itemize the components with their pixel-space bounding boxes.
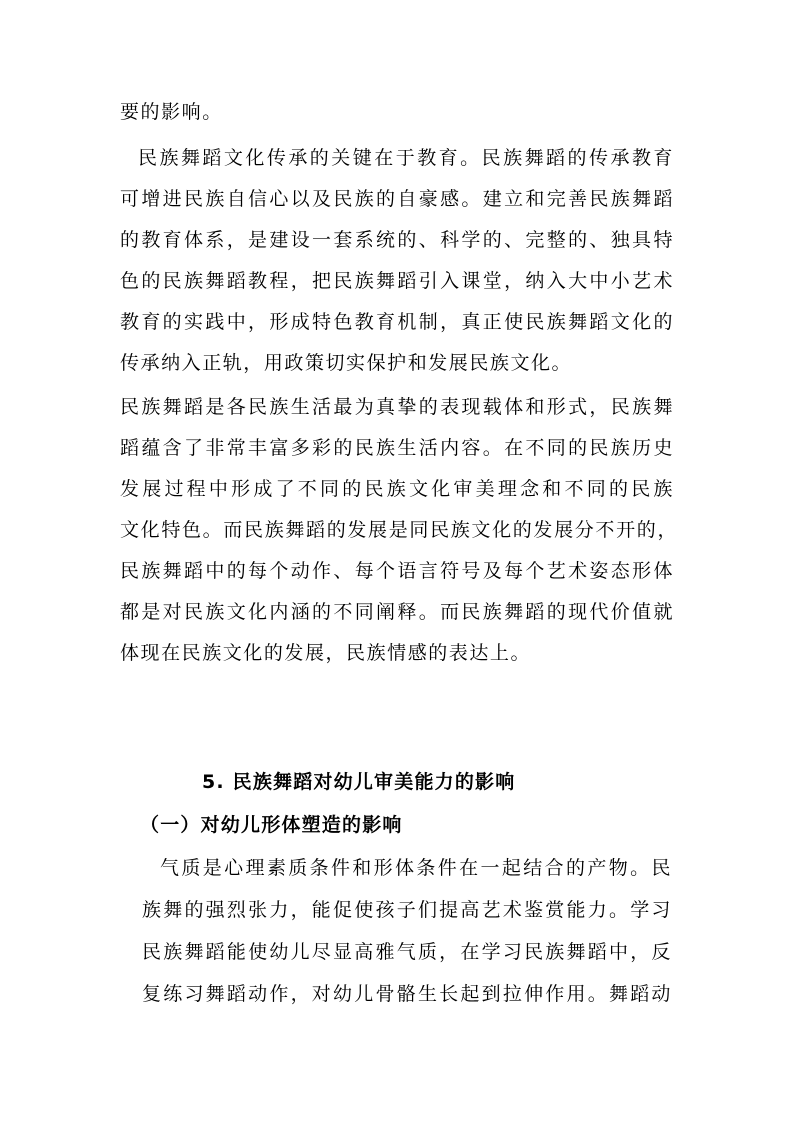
subsection-heading: （一）对幼儿形体塑造的影响	[140, 814, 403, 836]
paragraph-2-line-4: 色的民族舞蹈教程，把民族舞蹈引入课堂，纳入大中小艺术	[120, 270, 674, 292]
paragraph-4-line-1: 气质是心理素质条件和形体条件在一起结合的产物。民	[160, 857, 672, 879]
paragraph-3-line-6: 都是对民族文化内涵的不同阐释。而民族舞蹈的现代价值就	[120, 601, 674, 623]
paragraph-2-line-3: 的教育体系，是建设一套系统的、科学的、完整的、独具特	[120, 229, 674, 251]
paragraph-4-line-4: 复练习舞蹈动作，对幼儿骨骼生长起到拉伸作用。舞蹈动	[142, 983, 672, 1005]
paragraph-2-line-2: 可增进民族自信心以及民族的自豪感。建立和完善民族舞蹈	[120, 188, 674, 210]
paragraph-continuation-line: 要的影响。	[120, 101, 223, 123]
paragraph-3-line-1: 民族舞蹈是各民族生活最为真挚的表现载体和形式，民族舞	[120, 396, 674, 418]
section-heading: 5. 民族舞蹈对幼儿审美能力的影响	[202, 771, 516, 793]
paragraph-4-line-3: 民族舞蹈能使幼儿尽显高雅气质，在学习民族舞蹈中，反	[142, 941, 672, 963]
paragraph-3-line-5: 民族舞蹈中的每个动作、每个语言符号及每个艺术姿态形体	[120, 560, 674, 582]
paragraph-3-line-7: 体现在民族文化的发展，民族情感的表达上。	[120, 642, 532, 664]
paragraph-4-line-2: 族舞的强烈张力，能促使孩子们提高艺术鉴赏能力。学习	[142, 899, 672, 921]
paragraph-3-line-3: 发展过程中形成了不同的民族文化审美理念和不同的民族	[120, 478, 674, 500]
paragraph-2-line-5: 教育的实践中，形成特色教育机制，真正使民族舞蹈文化的	[120, 311, 674, 333]
paragraph-2-line-6: 传承纳入正轨，用政策切实保护和发展民族文化。	[120, 352, 573, 374]
paragraph-2-line-1: 民族舞蹈文化传承的关键在于教育。民族舞蹈的传承教育	[138, 147, 674, 169]
paragraph-3-line-4: 文化特色。而民族舞蹈的发展是同民族文化的发展分不开的，	[120, 519, 678, 541]
paragraph-3-line-2: 蹈蕴含了非常丰富多彩的民族生活内容。在不同的民族历史	[120, 437, 674, 459]
